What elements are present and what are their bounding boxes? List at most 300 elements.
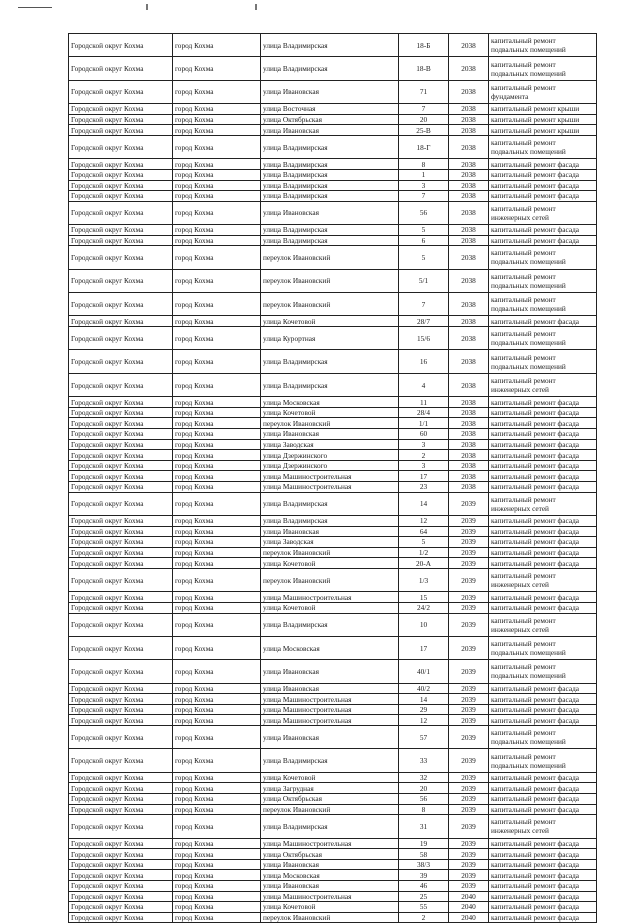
year-cell: 2039	[449, 558, 489, 569]
street-cell: улица Октябрьская	[261, 849, 399, 860]
house-number-cell: 3	[399, 180, 449, 191]
city-cell: город Кохма	[173, 715, 261, 726]
year-cell: 2039	[449, 870, 489, 881]
table-row	[69, 235, 597, 246]
house-number-cell: 5	[399, 246, 449, 269]
year-cell: 2039	[449, 794, 489, 805]
table-row	[69, 870, 597, 881]
district-cell: Городской округ Кохма	[69, 407, 173, 418]
table-row	[69, 749, 597, 772]
table-row	[69, 57, 597, 80]
street-cell: переулок Ивановский	[261, 246, 399, 269]
work-type-cell: капитальный ремонт подвальных помещений	[489, 749, 597, 772]
street-cell: переулок Ивановский	[261, 912, 399, 923]
house-number-cell: 55	[399, 902, 449, 913]
street-cell: улица Московская	[261, 397, 399, 408]
work-type-cell: капитальный ремонт фасада	[489, 537, 597, 548]
table-row	[69, 269, 597, 292]
city-cell: город Кохма	[173, 350, 261, 373]
year-cell: 2039	[449, 602, 489, 613]
city-cell: город Кохма	[173, 859, 261, 870]
work-type-cell: капитальный ремонт фасада	[489, 169, 597, 180]
work-type-cell: капитальный ремонт фасада	[489, 902, 597, 913]
house-number-cell: 12	[399, 515, 449, 526]
table-row	[69, 660, 597, 683]
street-cell: улица Машиностроительная	[261, 704, 399, 715]
work-type-cell: капитальный ремонт подвальных помещений	[489, 135, 597, 158]
district-cell: Городской округ Кохма	[69, 547, 173, 558]
work-type-cell: капитальный ремонт инженерных сетей	[489, 613, 597, 636]
year-cell: 2038	[449, 269, 489, 292]
street-cell: переулок Ивановский	[261, 547, 399, 558]
year-cell: 2039	[449, 660, 489, 683]
house-number-cell: 1/3	[399, 568, 449, 591]
house-number-cell: 15	[399, 592, 449, 603]
city-cell: город Кохма	[173, 104, 261, 115]
city-cell: город Кохма	[173, 235, 261, 246]
year-cell: 2039	[449, 636, 489, 659]
street-cell: улица Машиностроительная	[261, 715, 399, 726]
district-cell: Городской округ Кохма	[69, 749, 173, 772]
street-cell: улица Машиностроительная	[261, 891, 399, 902]
street-cell: улица Кочетовой	[261, 772, 399, 783]
work-type-cell: капитальный ремонт подвальных помещений	[489, 660, 597, 683]
city-cell: город Кохма	[173, 683, 261, 694]
work-type-cell: капитальный ремонт фасада	[489, 715, 597, 726]
work-type-cell: капитальный ремонт инженерных сетей	[489, 568, 597, 591]
street-cell: улица Ивановская	[261, 726, 399, 749]
table-row	[69, 327, 597, 350]
work-type-cell: капитальный ремонт фасада	[489, 912, 597, 923]
table-row	[69, 592, 597, 603]
city-cell: город Кохма	[173, 804, 261, 815]
table-row	[69, 418, 597, 429]
year-cell: 2040	[449, 902, 489, 913]
work-type-cell: капитальный ремонт подвальных помещений	[489, 57, 597, 80]
street-cell: улица Октябрьская	[261, 794, 399, 805]
district-cell: Городской округ Кохма	[69, 169, 173, 180]
year-cell: 2038	[449, 373, 489, 396]
table-row	[69, 783, 597, 794]
district-cell: Городской округ Кохма	[69, 715, 173, 726]
city-cell: город Кохма	[173, 783, 261, 794]
house-number-cell: 3	[399, 460, 449, 471]
street-cell: улица Владимирская	[261, 135, 399, 158]
district-cell: Городской округ Кохма	[69, 558, 173, 569]
house-number-cell: 3	[399, 439, 449, 450]
table-row	[69, 891, 597, 902]
table-row	[69, 815, 597, 838]
house-number-cell: 71	[399, 80, 449, 103]
table-row	[69, 794, 597, 805]
street-cell: улица Заводская	[261, 439, 399, 450]
work-type-cell: капитальный ремонт фасада	[489, 526, 597, 537]
city-cell: город Кохма	[173, 293, 261, 316]
year-cell: 2039	[449, 537, 489, 548]
house-number-cell: 29	[399, 704, 449, 715]
street-cell: улица Владимирская	[261, 169, 399, 180]
table-row	[69, 859, 597, 870]
city-cell: город Кохма	[173, 397, 261, 408]
house-number-cell: 32	[399, 772, 449, 783]
year-cell: 2039	[449, 838, 489, 849]
table-row	[69, 568, 597, 591]
district-cell: Городской округ Кохма	[69, 201, 173, 224]
house-number-cell: 18-Б	[399, 34, 449, 57]
house-number-cell: 14	[399, 694, 449, 705]
year-cell: 2038	[449, 429, 489, 440]
street-cell: улица Владимирская	[261, 225, 399, 236]
house-number-cell: 46	[399, 880, 449, 891]
work-type-cell: капитальный ремонт подвальных помещений	[489, 350, 597, 373]
street-cell: улица Машиностроительная	[261, 471, 399, 482]
district-cell: Городской округ Кохма	[69, 815, 173, 838]
street-cell: улица Ивановская	[261, 859, 399, 870]
street-cell: улица Дзержинского	[261, 460, 399, 471]
work-type-cell: капитальный ремонт фасада	[489, 891, 597, 902]
house-number-cell: 17	[399, 471, 449, 482]
city-cell: город Кохма	[173, 726, 261, 749]
scan-artifact-dot	[146, 4, 148, 10]
house-number-cell: 20	[399, 783, 449, 794]
house-number-cell: 58	[399, 849, 449, 860]
district-cell: Городской округ Кохма	[69, 902, 173, 913]
city-cell: город Кохма	[173, 592, 261, 603]
city-cell: город Кохма	[173, 891, 261, 902]
house-number-cell: 2	[399, 912, 449, 923]
house-number-cell: 10	[399, 613, 449, 636]
house-number-cell: 4	[399, 373, 449, 396]
work-type-cell: капитальный ремонт фасада	[489, 602, 597, 613]
house-number-cell: 1	[399, 169, 449, 180]
house-number-cell: 19	[399, 838, 449, 849]
work-type-cell: капитальный ремонт крыши	[489, 104, 597, 115]
work-type-cell: капитальный ремонт инженерных сетей	[489, 815, 597, 838]
city-cell: город Кохма	[173, 880, 261, 891]
work-type-cell: капитальный ремонт фасада	[489, 481, 597, 492]
house-number-cell: 60	[399, 429, 449, 440]
table-row	[69, 180, 597, 191]
work-type-cell: капитальный ремонт фасада	[489, 694, 597, 705]
year-cell: 2039	[449, 515, 489, 526]
street-cell: улица Ивановская	[261, 880, 399, 891]
work-type-cell: капитальный ремонт подвальных помещений	[489, 636, 597, 659]
house-number-cell: 40/2	[399, 683, 449, 694]
district-cell: Городской округ Кохма	[69, 293, 173, 316]
table-row	[69, 225, 597, 236]
repair-schedule-table	[68, 33, 597, 923]
district-cell: Городской округ Кохма	[69, 327, 173, 350]
year-cell: 2038	[449, 104, 489, 115]
year-cell: 2039	[449, 749, 489, 772]
house-number-cell: 1/1	[399, 418, 449, 429]
city-cell: город Кохма	[173, 429, 261, 440]
year-cell: 2038	[449, 114, 489, 125]
work-type-cell: капитальный ремонт фасада	[489, 704, 597, 715]
year-cell: 2038	[449, 481, 489, 492]
city-cell: город Кохма	[173, 246, 261, 269]
work-type-cell: капитальный ремонт крыши	[489, 114, 597, 125]
year-cell: 2039	[449, 815, 489, 838]
city-cell: город Кохма	[173, 135, 261, 158]
year-cell: 2038	[449, 235, 489, 246]
work-type-cell: капитальный ремонт фасада	[489, 191, 597, 202]
street-cell: улица Московская	[261, 870, 399, 881]
district-cell: Городской округ Кохма	[69, 568, 173, 591]
street-cell: улица Владимирская	[261, 350, 399, 373]
year-cell: 2039	[449, 726, 489, 749]
district-cell: Городской округ Кохма	[69, 34, 173, 57]
table-row	[69, 558, 597, 569]
district-cell: Городской округ Кохма	[69, 481, 173, 492]
street-cell: переулок Ивановский	[261, 293, 399, 316]
district-cell: Городской округ Кохма	[69, 460, 173, 471]
house-number-cell: 5	[399, 537, 449, 548]
city-cell: город Кохма	[173, 568, 261, 591]
street-cell: улица Ивановская	[261, 125, 399, 136]
table-row	[69, 537, 597, 548]
year-cell: 2038	[449, 201, 489, 224]
district-cell: Городской округ Кохма	[69, 726, 173, 749]
city-cell: город Кохма	[173, 912, 261, 923]
city-cell: город Кохма	[173, 450, 261, 461]
district-cell: Городской округ Кохма	[69, 636, 173, 659]
work-type-cell: капитальный ремонт фасада	[489, 429, 597, 440]
house-number-cell: 12	[399, 715, 449, 726]
city-cell: город Кохма	[173, 471, 261, 482]
city-cell: город Кохма	[173, 201, 261, 224]
work-type-cell: капитальный ремонт фасада	[489, 471, 597, 482]
work-type-cell: капитальный ремонт фасада	[489, 159, 597, 170]
city-cell: город Кохма	[173, 870, 261, 881]
work-type-cell: капитальный ремонт фундамента	[489, 80, 597, 103]
work-type-cell: капитальный ремонт фасада	[489, 794, 597, 805]
work-type-cell: капитальный ремонт фасада	[489, 225, 597, 236]
street-cell: улица Ивановская	[261, 429, 399, 440]
district-cell: Городской округ Кохма	[69, 235, 173, 246]
district-cell: Городской округ Кохма	[69, 602, 173, 613]
table-row	[69, 293, 597, 316]
city-cell: город Кохма	[173, 225, 261, 236]
district-cell: Городской округ Кохма	[69, 439, 173, 450]
city-cell: город Кохма	[173, 547, 261, 558]
table-row	[69, 613, 597, 636]
city-cell: город Кохма	[173, 159, 261, 170]
work-type-cell: капитальный ремонт подвальных помещений	[489, 246, 597, 269]
street-cell: улица Кочетовой	[261, 407, 399, 418]
district-cell: Городской округ Кохма	[69, 613, 173, 636]
house-number-cell: 25	[399, 891, 449, 902]
year-cell: 2039	[449, 715, 489, 726]
city-cell: город Кохма	[173, 327, 261, 350]
city-cell: город Кохма	[173, 316, 261, 327]
work-type-cell: капитальный ремонт фасада	[489, 859, 597, 870]
district-cell: Городской округ Кохма	[69, 794, 173, 805]
city-cell: город Кохма	[173, 169, 261, 180]
work-type-cell: капитальный ремонт фасада	[489, 783, 597, 794]
year-cell: 2039	[449, 592, 489, 603]
work-type-cell: капитальный ремонт фасада	[489, 838, 597, 849]
city-cell: город Кохма	[173, 636, 261, 659]
city-cell: город Кохма	[173, 815, 261, 838]
house-number-cell: 56	[399, 201, 449, 224]
table-row	[69, 450, 597, 461]
table-row	[69, 114, 597, 125]
house-number-cell: 20-А	[399, 558, 449, 569]
work-type-cell: капитальный ремонт фасада	[489, 316, 597, 327]
city-cell: город Кохма	[173, 772, 261, 783]
year-cell: 2038	[449, 225, 489, 236]
year-cell: 2039	[449, 849, 489, 860]
table-row	[69, 526, 597, 537]
table-row	[69, 683, 597, 694]
city-cell: город Кохма	[173, 537, 261, 548]
table-row	[69, 726, 597, 749]
district-cell: Городской округ Кохма	[69, 104, 173, 115]
street-cell: улица Кочетовой	[261, 558, 399, 569]
street-cell: переулок Ивановский	[261, 804, 399, 815]
city-cell: город Кохма	[173, 704, 261, 715]
district-cell: Городской округ Кохма	[69, 159, 173, 170]
district-cell: Городской округ Кохма	[69, 592, 173, 603]
street-cell: улица Владимирская	[261, 57, 399, 80]
year-cell: 2038	[449, 246, 489, 269]
city-cell: город Кохма	[173, 902, 261, 913]
street-cell: улица Машиностроительная	[261, 592, 399, 603]
house-number-cell: 7	[399, 293, 449, 316]
street-cell: улица Машиностроительная	[261, 838, 399, 849]
district-cell: Городской округ Кохма	[69, 397, 173, 408]
table-row	[69, 246, 597, 269]
house-number-cell: 6	[399, 235, 449, 246]
year-cell: 2039	[449, 683, 489, 694]
year-cell: 2039	[449, 783, 489, 794]
table-row	[69, 772, 597, 783]
district-cell: Городской округ Кохма	[69, 350, 173, 373]
house-number-cell: 56	[399, 794, 449, 805]
street-cell: улица Кочетовой	[261, 316, 399, 327]
work-type-cell: капитальный ремонт фасада	[489, 235, 597, 246]
district-cell: Городской округ Кохма	[69, 526, 173, 537]
year-cell: 2039	[449, 694, 489, 705]
street-cell: улица Владимирская	[261, 235, 399, 246]
district-cell: Городской округ Кохма	[69, 492, 173, 515]
table-row	[69, 912, 597, 923]
year-cell: 2039	[449, 772, 489, 783]
street-cell: улица Ивановская	[261, 201, 399, 224]
table-row	[69, 902, 597, 913]
street-cell: улица Кочетовой	[261, 902, 399, 913]
work-type-cell: капитальный ремонт фасада	[489, 870, 597, 881]
district-cell: Городской округ Кохма	[69, 683, 173, 694]
work-type-cell: капитальный ремонт фасада	[489, 397, 597, 408]
year-cell: 2038	[449, 327, 489, 350]
year-cell: 2038	[449, 350, 489, 373]
street-cell: улица Московская	[261, 636, 399, 659]
table-row	[69, 201, 597, 224]
district-cell: Городской округ Кохма	[69, 125, 173, 136]
city-cell: город Кохма	[173, 558, 261, 569]
table-row	[69, 407, 597, 418]
street-cell: переулок Ивановский	[261, 568, 399, 591]
house-number-cell: 20	[399, 114, 449, 125]
district-cell: Городской округ Кохма	[69, 450, 173, 461]
work-type-cell: капитальный ремонт фасада	[489, 407, 597, 418]
district-cell: Городской округ Кохма	[69, 804, 173, 815]
city-cell: город Кохма	[173, 439, 261, 450]
work-type-cell: капитальный ремонт фасада	[489, 849, 597, 860]
house-number-cell: 64	[399, 526, 449, 537]
table-row	[69, 429, 597, 440]
year-cell: 2038	[449, 135, 489, 158]
year-cell: 2038	[449, 169, 489, 180]
table-row	[69, 397, 597, 408]
district-cell: Городской округ Кохма	[69, 880, 173, 891]
street-cell: улица Владимирская	[261, 815, 399, 838]
house-number-cell: 24/2	[399, 602, 449, 613]
district-cell: Городской округ Кохма	[69, 870, 173, 881]
street-cell: улица Владимирская	[261, 613, 399, 636]
district-cell: Городской округ Кохма	[69, 694, 173, 705]
district-cell: Городской округ Кохма	[69, 57, 173, 80]
district-cell: Городской округ Кохма	[69, 429, 173, 440]
house-number-cell: 28/4	[399, 407, 449, 418]
work-type-cell: капитальный ремонт крыши	[489, 125, 597, 136]
house-number-cell: 38/3	[399, 859, 449, 870]
table-row	[69, 125, 597, 136]
year-cell: 2038	[449, 397, 489, 408]
table-row	[69, 715, 597, 726]
district-cell: Городской округ Кохма	[69, 537, 173, 548]
year-cell: 2038	[449, 293, 489, 316]
year-cell: 2038	[449, 180, 489, 191]
street-cell: улица Владимирская	[261, 492, 399, 515]
street-cell: улица Машиностроительная	[261, 481, 399, 492]
year-cell: 2038	[449, 159, 489, 170]
street-cell: улица Восточная	[261, 104, 399, 115]
city-cell: город Кохма	[173, 418, 261, 429]
district-cell: Городской округ Кохма	[69, 849, 173, 860]
table-row	[69, 849, 597, 860]
street-cell: улица Владимирская	[261, 159, 399, 170]
city-cell: город Кохма	[173, 481, 261, 492]
year-cell: 2040	[449, 912, 489, 923]
district-cell: Городской округ Кохма	[69, 471, 173, 482]
year-cell: 2039	[449, 859, 489, 870]
work-type-cell: капитальный ремонт фасада	[489, 439, 597, 450]
house-number-cell: 28/7	[399, 316, 449, 327]
table-row	[69, 636, 597, 659]
house-number-cell: 39	[399, 870, 449, 881]
city-cell: город Кохма	[173, 57, 261, 80]
city-cell: город Кохма	[173, 34, 261, 57]
work-type-cell: капитальный ремонт инженерных сетей	[489, 373, 597, 396]
year-cell: 2038	[449, 316, 489, 327]
table-row	[69, 373, 597, 396]
street-cell: улица Владимирская	[261, 749, 399, 772]
house-number-cell: 31	[399, 815, 449, 838]
table-row	[69, 135, 597, 158]
district-cell: Городской округ Кохма	[69, 515, 173, 526]
house-number-cell: 16	[399, 350, 449, 373]
work-type-cell: капитальный ремонт фасада	[489, 450, 597, 461]
district-cell: Городской округ Кохма	[69, 704, 173, 715]
street-cell: улица Владимирская	[261, 373, 399, 396]
street-cell: улица Владимирская	[261, 191, 399, 202]
work-type-cell: капитальный ремонт подвальных помещений	[489, 327, 597, 350]
house-number-cell: 7	[399, 104, 449, 115]
house-number-cell: 57	[399, 726, 449, 749]
